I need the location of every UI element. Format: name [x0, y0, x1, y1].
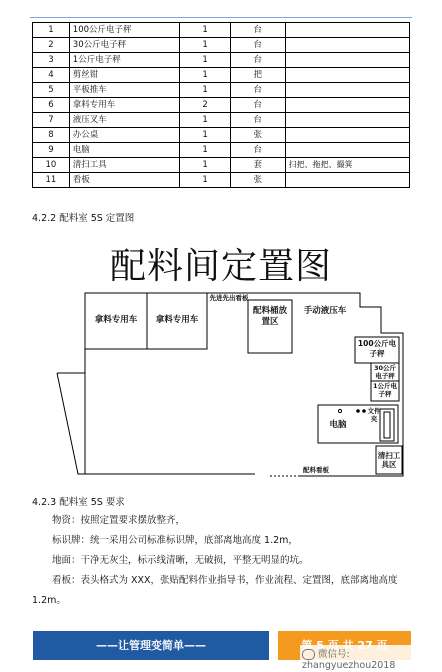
footer-slogan: ——让管理变简单——	[33, 631, 269, 660]
cell-unit: 台	[230, 83, 285, 98]
label-cart-1: 拿料专用车	[94, 315, 138, 325]
door-swing	[57, 373, 85, 474]
cell-row-number: 5	[33, 83, 70, 98]
cell-quantity: 1	[180, 173, 231, 188]
label-board: 配料看板	[303, 466, 329, 474]
cell-item-name: 剪丝钳	[69, 68, 180, 83]
cell-unit: 张	[230, 128, 285, 143]
cabinet-zone	[380, 409, 394, 441]
cell-item-name: 液压叉车	[69, 113, 180, 128]
cell-quantity: 1	[180, 158, 231, 173]
cell-unit: 台	[230, 143, 285, 158]
cell-row-number: 2	[33, 38, 70, 53]
cell-row-number: 3	[33, 53, 70, 68]
cell-quantity: 1	[180, 113, 231, 128]
wechat-watermark	[300, 645, 442, 672]
cell-row-number: 6	[33, 98, 70, 113]
label-cart-2: 拿料专用车	[155, 315, 199, 325]
cell-item-name: 1公斤电子秤	[69, 53, 180, 68]
watermark-text: 微信号: zhangyuezhou2018	[302, 649, 396, 671]
req-board: 看板：表头格式为 XXX，张贴配料作业指导书，作业流程、定置图，底部离地高度 1.2m。	[32, 575, 398, 606]
cell-unit: 台	[230, 98, 285, 113]
label-scale-30: 30公斤电子秤	[373, 364, 397, 380]
label-cleaning-area: 清扫工具区	[377, 451, 401, 469]
cell-item-name: 平板推车	[69, 83, 180, 98]
cell-row-number: 10	[33, 158, 70, 173]
label-bucket-area: 配料桶放置区	[252, 306, 287, 327]
cell-quantity: 1	[180, 68, 231, 83]
cell-row-number: 7	[33, 113, 70, 128]
label-scale-1: 1公斤电子秤	[372, 382, 398, 398]
cell-quantity: 1	[180, 23, 231, 38]
cell-unit: 张	[230, 173, 285, 188]
label-scale-100: 100公斤电子秤	[357, 339, 397, 358]
cell-item-name: 办公桌	[69, 128, 180, 143]
cell-row-number: 1	[33, 23, 70, 38]
req-sign: 标识牌：统一采用公司标准标识牌，底部离地高度 1.2m，	[52, 535, 298, 546]
section-heading-423: 4.2.3 配料室 5S 要求	[32, 497, 125, 508]
cell-unit: 台	[230, 23, 285, 38]
cell-item-name: 电脑	[69, 143, 180, 158]
req-floor: 地面：干净无灰尘，标示线清晰，无破损，平整无明显的坑。	[52, 555, 309, 566]
cell-row-number: 8	[33, 128, 70, 143]
section-heading-422: 4.2.2 配料室 5S 定置图	[32, 213, 135, 224]
cell-item-name: 30公斤电子秤	[69, 38, 180, 53]
map-title: 配料间定置图	[109, 246, 332, 287]
cell-unit: 台	[230, 38, 285, 53]
cell-unit: 把	[230, 68, 285, 83]
label-cabinet: 文件夹	[367, 407, 381, 423]
cell-quantity: 1	[180, 128, 231, 143]
cell-quantity: 2	[180, 98, 231, 113]
cell-unit: 台	[230, 53, 285, 68]
req-materials: 物资：按照定置要求摆放整齐，	[52, 515, 186, 526]
cell-item-name: 100公斤电子秤	[69, 23, 180, 38]
cell-row-number: 4	[33, 68, 70, 83]
cell-item-name: 拿料专用车	[69, 98, 180, 113]
label-forklift: 手动液压车	[303, 306, 347, 316]
wechat-icon	[302, 649, 315, 660]
cell-quantity: 1	[180, 143, 231, 158]
cell-quantity: 1	[180, 38, 231, 53]
cell-row-number: 11	[33, 173, 70, 188]
cell-item-name: 看板	[69, 173, 180, 188]
cell-unit: 台	[230, 113, 285, 128]
label-computer: 电脑	[329, 420, 347, 430]
cabinet-inner	[384, 412, 390, 438]
cell-quantity: 1	[180, 53, 231, 68]
cell-remarks: 扫把、拖把、撮箕	[285, 158, 409, 173]
cell-unit: 套	[230, 158, 285, 173]
cell-row-number: 9	[33, 143, 70, 158]
label-fifo-board: 先进先出看板	[209, 294, 249, 302]
cell-quantity: 1	[180, 83, 231, 98]
cell-item-name: 清扫工具	[69, 158, 180, 173]
